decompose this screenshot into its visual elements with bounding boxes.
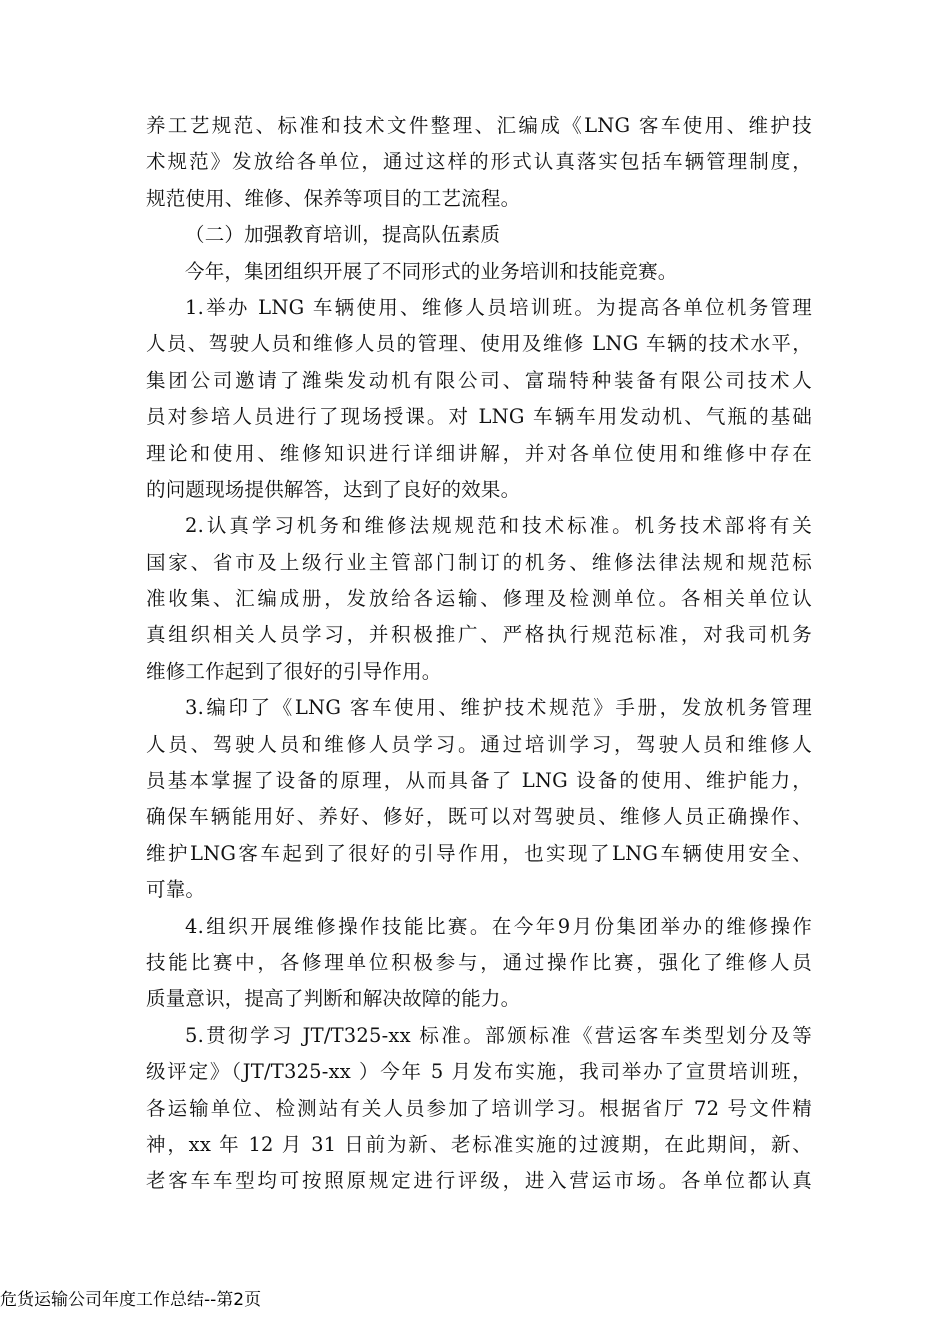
- text-line: 理论和使用、维修知识进行详细讲解，并对各单位使用和维修中存在: [146, 441, 812, 465]
- text-line: 人员、驾驶人员和维修人员的管理、使用及维修 LNG 车辆的技术水平，: [146, 332, 812, 356]
- text-line: 5.贯彻学习 JT/T325-xx 标准。部颁标准《营运客车类型划分及等: [185, 1023, 812, 1047]
- text-line: 可靠。: [146, 878, 206, 902]
- text-line: 确保车辆能用好、养好、修好，既可以对驾驶员、维修人员正确操作、: [146, 805, 812, 829]
- text-line: 质量意识，提高了判断和解决故障的能力。: [146, 987, 521, 1011]
- body-text: [146, 108, 812, 1200]
- text-line: 国家、省市及上级行业主管部门制订的机务、维修法律法规和规范标: [146, 550, 812, 574]
- text-line: 1.举办 LNG 车辆使用、维修人员培训班。为提高各单位机务管理: [185, 295, 812, 319]
- text-line: 技能比赛中，各修理单位积极参与，通过操作比赛，强化了维修人员: [146, 950, 812, 974]
- text-line: 3.编印了《LNG 客车使用、维护技术规范》手册，发放机务管理: [185, 696, 812, 720]
- text-line: 养工艺规范、标准和技术文件整理、汇编成《LNG 客车使用、维护技: [146, 114, 812, 137]
- text-line: 维修工作起到了很好的引导作用。: [146, 659, 442, 683]
- text-line: 各运输单位、检测站有关人员参加了培训学习。根据省厅 72 号文件精: [146, 1096, 812, 1120]
- text-line: （二）加强教育培训，提高队伍素质: [185, 223, 501, 247]
- text-line: 今年，集团组织开展了不同形式的业务培训和技能竞赛。: [185, 259, 678, 283]
- text-line: 神，xx 年 12 月 31 日前为新、老标准实施的过渡期，在此期间，新、: [146, 1132, 812, 1156]
- text-line: 规范使用、维修、保养等项目的工艺流程。: [146, 186, 521, 210]
- text-line: 人员、驾驶人员和维修人员学习。通过培训学习，驾驶人员和维修人: [146, 732, 812, 756]
- text-line: 准收集、汇编成册，发放给各运输、修理及检测单位。各相关单位认: [146, 587, 812, 611]
- text-line: 的问题现场提供解答，达到了良好的效果。: [146, 477, 521, 501]
- text-line: 级评定》（JT/T325-xx ）今年 5 月发布实施，我司举办了宣贯培训班，: [146, 1060, 812, 1084]
- text-line: 4.组织开展维修操作技能比赛。在今年9月份集团举办的维修操作: [185, 914, 812, 938]
- text-line: 老客车车型均可按照原规定进行评级，进入营运市场。各单位都认真: [146, 1169, 812, 1193]
- text-line: 2.认真学习机务和维修法规规范和技术标准。机务技术部将有关: [185, 514, 812, 538]
- page-footer: 危货运输公司年度工作总结--第2页: [0, 1290, 262, 1310]
- text-line: 术规范》发放给各单位，通过这样的形式认真落实包括车辆管理制度，: [146, 150, 812, 174]
- text-line: 维护LNG客车起到了很好的引导作用，也实现了LNG车辆使用安全、: [146, 841, 812, 865]
- text-line: 员基本掌握了设备的原理，从而具备了 LNG 设备的使用、维护能力，: [146, 769, 812, 793]
- text-line: 真组织相关人员学习，并积极推广、严格执行规范标准，对我司机务: [146, 623, 812, 647]
- text-line: 员对参培人员进行了现场授课。对 LNG 车辆车用发动机、气瓶的基础: [146, 405, 812, 429]
- text-line: 集团公司邀请了潍柴发动机有限公司、富瑞特种装备有限公司技术人: [146, 368, 812, 392]
